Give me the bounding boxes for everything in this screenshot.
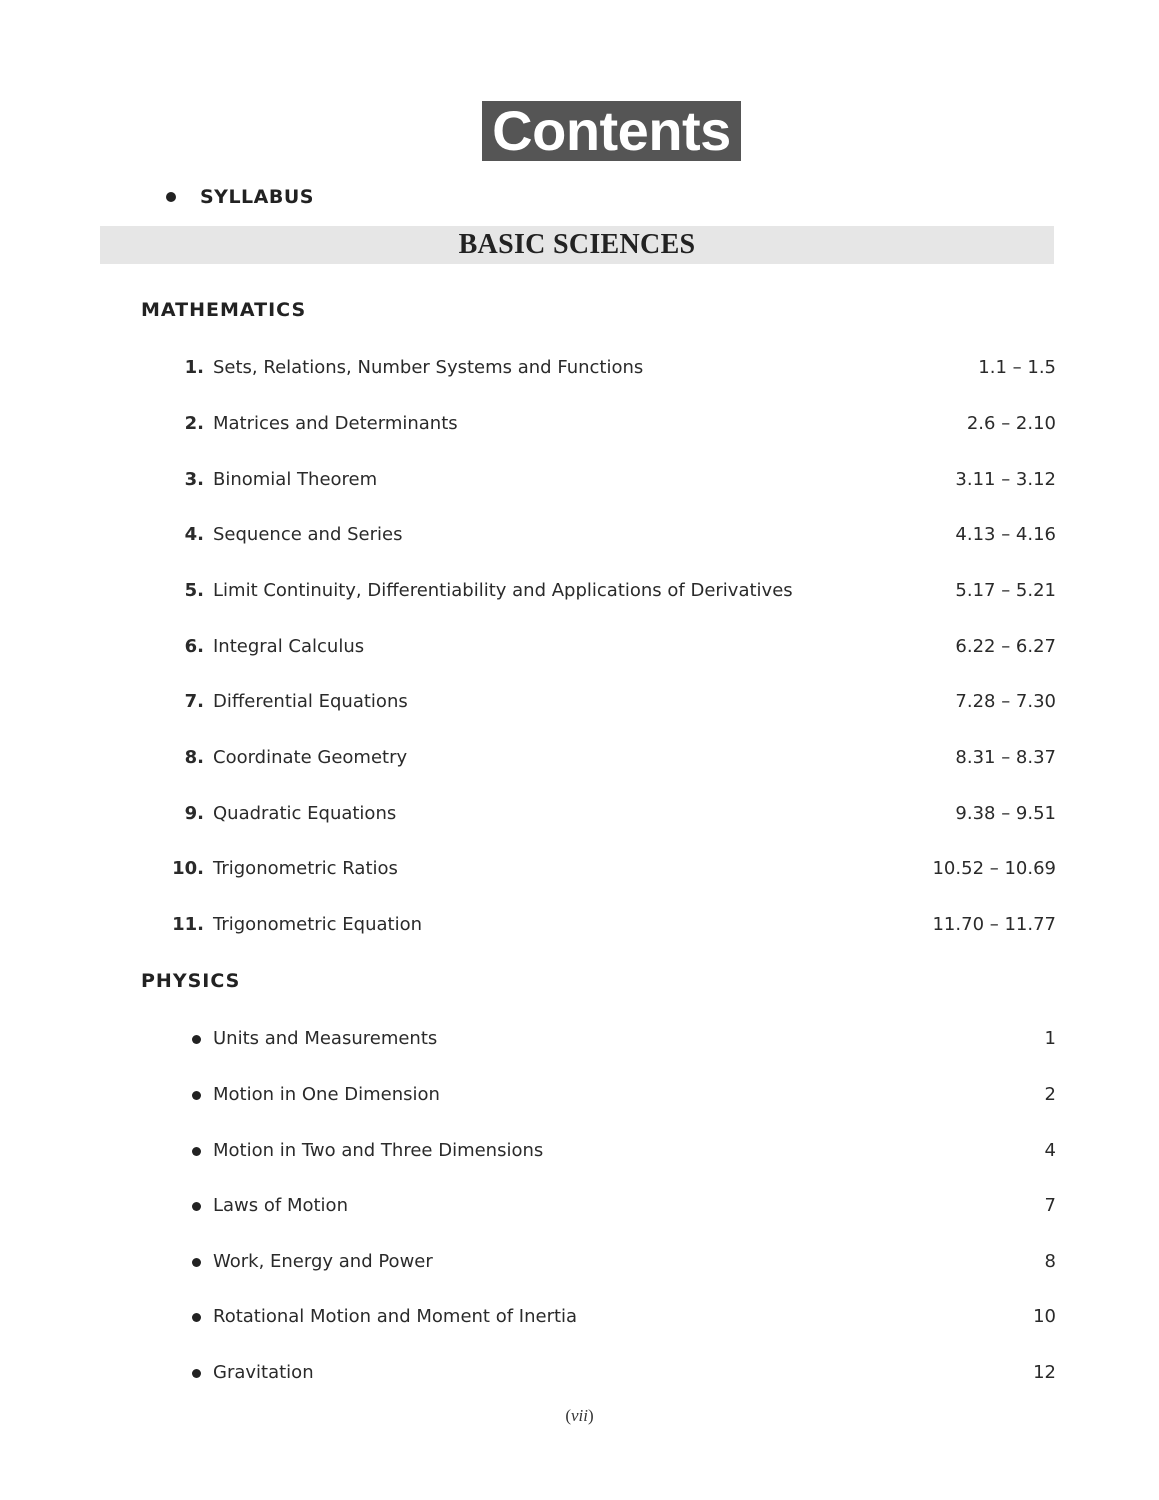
page-number: vii	[571, 1406, 588, 1425]
toc-row[interactable]	[0, 1024, 1159, 1054]
toc-row[interactable]	[0, 743, 1159, 773]
toc-label: Integral Calculus	[213, 636, 365, 657]
toc-number: 6.	[184, 636, 204, 657]
toc-label: Binomial Theorem	[213, 469, 378, 490]
toc-row[interactable]	[0, 1247, 1159, 1277]
toc-pages: 2.6 – 2.10	[966, 413, 1056, 434]
toc-number: 5.	[184, 580, 204, 601]
bullet-icon	[192, 1147, 201, 1156]
toc-pages: 1	[1044, 1028, 1056, 1049]
toc-label: Motion in Two and Three Dimensions	[213, 1140, 544, 1161]
toc-number: 1.	[184, 357, 204, 378]
mathematics-heading: MATHEMATICS	[141, 299, 307, 321]
toc-label: Matrices and Determinants	[213, 413, 458, 434]
bullet-icon	[192, 1091, 201, 1100]
toc-pages: 10	[1033, 1306, 1056, 1327]
toc-label: Laws of Motion	[213, 1195, 348, 1216]
toc-row[interactable]	[0, 465, 1159, 495]
toc-label: Limit Continuity, Differentiability and Applications of Derivatives	[213, 580, 793, 601]
toc-label: Differential Equations	[213, 691, 408, 712]
syllabus-entry	[166, 186, 314, 208]
toc-pages: 3.11 – 3.12	[955, 469, 1056, 490]
toc-label: Quadratic Equations	[213, 803, 397, 824]
bullet-icon	[192, 1369, 201, 1378]
toc-label: Work, Energy and Power	[213, 1251, 433, 1272]
toc-row[interactable]	[0, 353, 1159, 383]
toc-row[interactable]	[0, 1136, 1159, 1166]
toc-number: 7.	[184, 691, 204, 712]
toc-row[interactable]	[0, 1302, 1159, 1332]
toc-pages: 7	[1044, 1195, 1056, 1216]
toc-pages: 11.70 – 11.77	[932, 914, 1056, 935]
toc-pages: 8.31 – 8.37	[955, 747, 1056, 768]
toc-pages: 10.52 – 10.69	[932, 858, 1056, 879]
toc-label: Trigonometric Ratios	[213, 858, 398, 879]
toc-number: 11.	[172, 914, 204, 935]
toc-number: 8.	[184, 747, 204, 768]
band-title: BASIC SCIENCES	[458, 229, 696, 260]
toc-row[interactable]	[0, 520, 1159, 550]
toc-row[interactable]	[0, 409, 1159, 439]
title-wrapper	[0, 101, 1159, 161]
toc-number: 3.	[184, 469, 204, 490]
toc-label: Sequence and Series	[213, 524, 403, 545]
toc-number: 10.	[172, 858, 204, 879]
bullet-icon	[192, 1313, 201, 1322]
toc-row[interactable]	[0, 576, 1159, 606]
toc-row[interactable]	[0, 1080, 1159, 1110]
section-band	[100, 226, 1054, 264]
toc-number: 9.	[184, 803, 204, 824]
page-title: Contents	[482, 101, 741, 161]
toc-label: Gravitation	[213, 1362, 314, 1383]
toc-pages: 4.13 – 4.16	[955, 524, 1056, 545]
toc-row[interactable]	[0, 910, 1159, 940]
toc-pages: 1.1 – 1.5	[978, 357, 1056, 378]
toc-row[interactable]	[0, 1358, 1159, 1388]
toc-label: Trigonometric Equation	[213, 914, 423, 935]
toc-label: Motion in One Dimension	[213, 1084, 440, 1105]
toc-pages: 5.17 – 5.21	[955, 580, 1056, 601]
toc-pages: 9.38 – 9.51	[955, 803, 1056, 824]
toc-label: Sets, Relations, Number Systems and Functions	[213, 357, 644, 378]
bullet-icon	[166, 192, 176, 202]
toc-row[interactable]	[0, 854, 1159, 884]
toc-row[interactable]	[0, 632, 1159, 662]
bullet-icon	[192, 1035, 201, 1044]
toc-number: 4.	[184, 524, 204, 545]
toc-pages: 4	[1044, 1140, 1056, 1161]
toc-row[interactable]	[0, 1191, 1159, 1221]
bullet-icon	[192, 1258, 201, 1267]
physics-heading: PHYSICS	[141, 970, 241, 992]
toc-pages: 8	[1044, 1251, 1056, 1272]
toc-pages: 12	[1033, 1362, 1056, 1383]
toc-pages: 7.28 – 7.30	[955, 691, 1056, 712]
toc-pages: 2	[1044, 1084, 1056, 1105]
page-number-footer: (vii)	[565, 1406, 594, 1425]
syllabus-label: SYLLABUS	[200, 186, 314, 208]
toc-label: Rotational Motion and Moment of Inertia	[213, 1306, 578, 1327]
toc-label: Coordinate Geometry	[213, 747, 408, 768]
toc-pages: 6.22 – 6.27	[955, 636, 1056, 657]
toc-label: Units and Measurements	[213, 1028, 438, 1049]
bullet-icon	[192, 1202, 201, 1211]
toc-row[interactable]	[0, 687, 1159, 717]
toc-number: 2.	[184, 413, 204, 434]
toc-row[interactable]	[0, 799, 1159, 829]
